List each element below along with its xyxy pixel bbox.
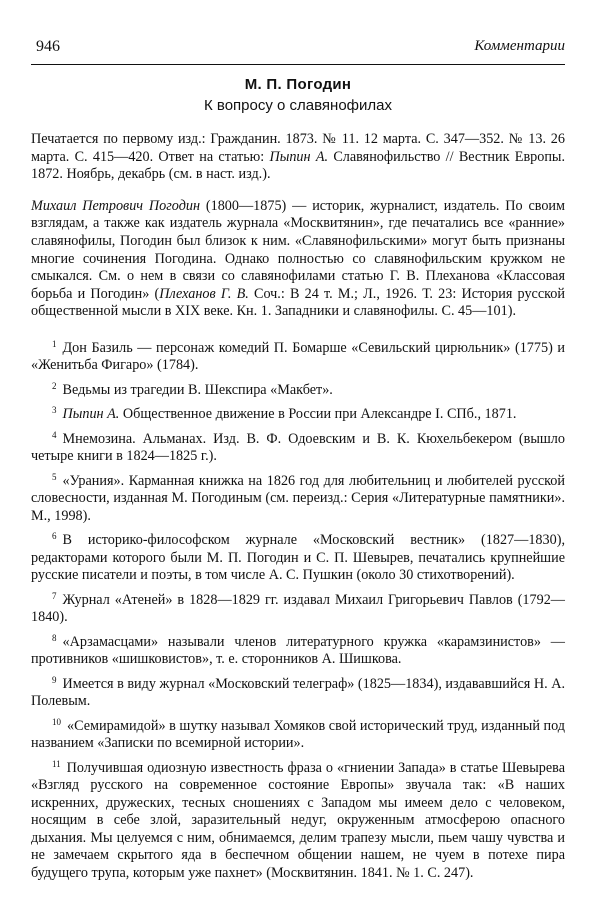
footnote bbox=[31, 630, 565, 669]
article-title: К вопросу о славянофилах bbox=[204, 97, 392, 114]
source-italic: Пыпин А. bbox=[269, 148, 329, 165]
article-author: М. П. Погодин bbox=[244, 76, 352, 93]
footnote bbox=[31, 756, 565, 883]
footnote bbox=[31, 672, 565, 711]
footnote-text: Ведьмы из трагедии В. Шекспира «Макбет». bbox=[62, 381, 333, 398]
footnote-text: Получившая одиозную известность фраза о «гниении Запада» в статье Шевырева «Взгляд русского на современное состояние Европы» звучала так: «В наших искренних, дружеских, тесных сношениях с Западом мы имеем дело с человеком, носящим в себе злой, заразительный недуг, окруженным атмосферою опасного дыхания. Мы целуемся с ним, обнимаемся, делим трапезу мысли, пьем чашу чувства и не замечаем скрытого яда в беспечном общении нашем, не чуем в потехе пира будущего трупа, которым уже пахнет» (Москвитянин. 1841. № 1. С. 247). bbox=[31, 759, 565, 881]
source-text: Печатается по первому изд.: Гражданин. 1873. № 11. 12 марта. С. 347—352. № 13. 26 марта. С. 415—420. Ответ на статью: bbox=[31, 131, 565, 165]
page-number: 946 bbox=[36, 38, 60, 55]
intro-text-end: Соч.: В 24 т. М.; Л., 1926. Т. 23: История русской общественной мысли в XIX веке. Кн. 1. Западники и славянофилы. С. 45—101). bbox=[31, 285, 565, 320]
footnote-text: Имеется в виду журнал «Московский телеграф» (1825—1834), издававшийся Н. А. Полевым. bbox=[31, 675, 565, 710]
footnote-text: «Арзамасцами» называли членов литературного кружка «карамзинистов» — противников «шишковистов», т. е. сторонников А. Шишкова. bbox=[31, 633, 565, 668]
footnote-number: 2 bbox=[52, 380, 57, 391]
footnote-text: В историко-философском журнале «Московский вестник» (1827—1830), редакторами которого были М. П. Погодин и С. П. Шевырев, печатались крупнейшие русские писатели и поэты, в том числе А. С. Пушкин (около 30 стихотворений). bbox=[31, 532, 565, 584]
footnote bbox=[31, 427, 565, 466]
footnote-number: 5 bbox=[52, 471, 57, 482]
footnote bbox=[31, 378, 565, 400]
footnote bbox=[31, 336, 565, 375]
page-header bbox=[31, 0, 565, 65]
running-title: Комментарии bbox=[474, 38, 565, 54]
footnote bbox=[31, 402, 565, 424]
footnote bbox=[31, 469, 565, 526]
intro-text: (1800—1875) — историк, журналист, издатель. По своим взглядам, а также как издатель журнала «Москвитянин», где печатались все «ранние» славянофилы, Погодин был близок к ним. «Славянофильскими» могут быть признаны многие сочинения Погодина. Однако полностью со славянофильским кружком не смыкался. См. о нем в связи со славянофилами статью Г. В. Плеханова «Классовая борьба и Погодин» ( bbox=[31, 197, 566, 302]
footnote-text: Общественное движение в России при Александре I. СПб., 1871. bbox=[119, 406, 517, 423]
footnotes-list bbox=[31, 336, 565, 883]
footnote bbox=[31, 588, 565, 627]
source-paragraph bbox=[31, 131, 565, 184]
document-page bbox=[31, 0, 565, 885]
footnote-number: 6 bbox=[52, 531, 57, 542]
footnote-italic: Пыпин А. bbox=[62, 406, 120, 423]
footnote-number: 1 bbox=[52, 338, 57, 349]
footnote-text: Журнал «Атеней» в 1828—1829 гг. издавал Михаил Григорьевич Павлов (1792—1840). bbox=[31, 591, 565, 626]
source-text-end: Славянофильство // Вестник Европы. 1872. Ноябрь, декабрь (см. в наст. изд.). bbox=[31, 148, 566, 183]
footnote bbox=[31, 528, 565, 585]
intro-author-name: Михаил Петрович Погодин bbox=[31, 197, 201, 214]
footnote-number: 3 bbox=[52, 405, 57, 416]
intro-paragraph bbox=[31, 198, 565, 321]
intro-italic-ref: Плеханов Г. В. bbox=[159, 285, 249, 302]
footnote-text: «Урания». Карманная книжка на 1826 год для любительниц и любителей русской словесности, изданная М. Погодиным (см. переизд.: Серия «Литературные памятники». М., 1998). bbox=[31, 472, 565, 524]
footnote-text: «Семирамидой» в шутку называл Хомяков свой исторический труд, изданный под названием «Записки по всемирной истории». bbox=[31, 717, 565, 752]
footnote-number: 10 bbox=[52, 716, 61, 727]
footnote-number: 9 bbox=[52, 674, 57, 685]
footnote-text: Дон Базиль — персонаж комедий П. Бомарше «Севильский цирюльник» (1775) и «Женитьба Фигаро» (1784). bbox=[31, 339, 565, 374]
footnote-number: 8 bbox=[52, 632, 57, 643]
footnote-number: 7 bbox=[52, 590, 57, 601]
footnote bbox=[31, 714, 565, 753]
footnote-number: 4 bbox=[52, 429, 57, 440]
footnote-text: Мнемозина. Альманах. Изд. В. Ф. Одоевским и В. К. Кюхельбекером (вышло четыре книги в 1824—1825 г.). bbox=[31, 430, 565, 465]
footnote-number: 11 bbox=[52, 758, 61, 769]
